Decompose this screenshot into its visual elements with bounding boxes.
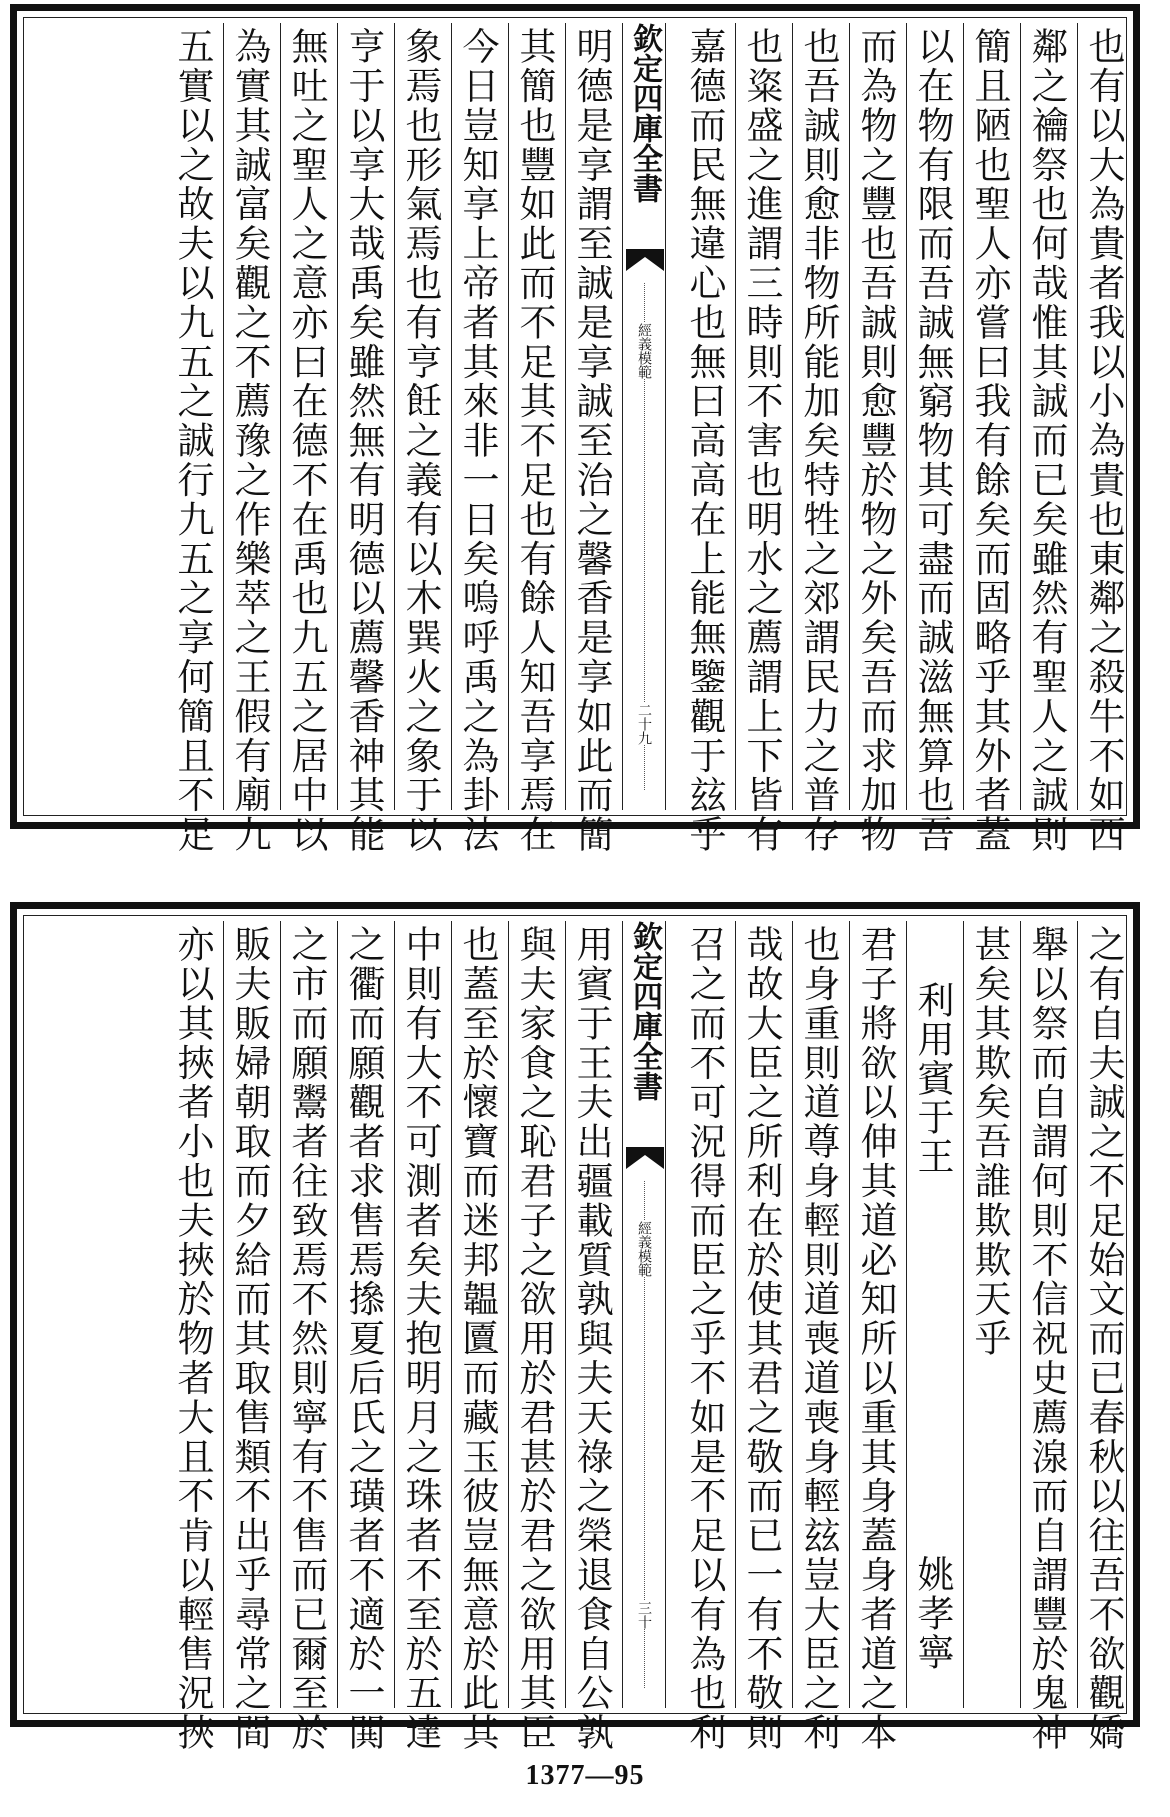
essay-heading-column — [908, 921, 956, 1708]
column-rule — [906, 921, 907, 1708]
spine-section-title: 經義模範 — [623, 1221, 665, 1277]
text-column: 之衢而願觀者求售焉撡夏后氏之璜者不適於一閧 — [342, 925, 385, 1753]
text-column: 君子將欲以伸其道必知所以重其身蓋身者道之本 — [854, 925, 897, 1753]
column-rule — [735, 921, 736, 1708]
text-column: 舉以祭而自謂何則不信祝史薦湶而自謂豐於鬼神 — [1025, 925, 1068, 1753]
column-rule — [337, 23, 338, 810]
column-rule — [565, 23, 566, 810]
bottom-page — [10, 902, 1140, 1753]
column-rule — [735, 23, 736, 810]
column-rule — [280, 921, 281, 1708]
column-rule — [223, 23, 224, 810]
top-page — [10, 4, 1140, 855]
spine-leaf-number: 三十 — [623, 1601, 665, 1629]
text-column: 也吾誠則愈非物所能加矣特牲之郊謂民力之普存 — [797, 27, 840, 855]
bottom-page-text-area — [29, 921, 1125, 1753]
text-column: 也粢盛之進謂三時則不害也明水之薦謂上下皆有 — [740, 27, 783, 855]
column-rule — [963, 23, 964, 810]
text-column: 用賓于王夫出疆載質孰與夫天祿之榮退食自公孰 — [570, 925, 613, 1753]
spine-section-title: 經義模範 — [623, 323, 665, 379]
spine-leaf-number: 二十九 — [623, 703, 665, 745]
page-number-footer: 1377—95 — [525, 1760, 645, 1791]
text-column: 召之而不可況得而臣之乎不如是不足以有為也利 — [683, 925, 726, 1753]
page-spine — [622, 921, 666, 1708]
fish-tail-mark-icon — [626, 249, 664, 271]
column-rule — [508, 23, 509, 810]
column-rule — [849, 921, 850, 1708]
column-rule — [792, 921, 793, 1708]
text-column: 其簡也豐如此而不足其不足也有餘人知吾享焉在 — [513, 27, 556, 855]
text-column: 鄰之禴祭也何哉惟其誠而已矣雖然有聖人之誠則 — [1025, 27, 1068, 855]
essay-author: 姚孝寧 — [911, 1555, 954, 1672]
text-column: 中則有大不可測者矣夫抱明月之珠者不至於五達 — [399, 925, 442, 1753]
text-column: 也身重則道尊身輕則道喪道喪身輕玆豈大臣之利 — [797, 925, 840, 1753]
column-rule — [1077, 23, 1078, 810]
text-column: 無吐之聖人之意亦曰在德不在禹也九五之居中以 — [285, 27, 328, 855]
column-rule — [337, 921, 338, 1708]
column-rule — [963, 921, 964, 1708]
text-column: 也有以大為貴者我以小為貴也東鄰之殺牛不如西 — [1082, 27, 1125, 855]
essay-title: 利用賓于王 — [911, 981, 954, 1176]
column-rule — [1020, 23, 1021, 810]
column-rule — [394, 23, 395, 810]
text-column: 也蓋至於懷寶而迷邦韞匵而藏玉彼豈無意於此其 — [456, 925, 499, 1753]
text-column: 之有自夫誠之不足始文而已春秋以往吾不欲觀嬌 — [1082, 925, 1125, 1753]
text-column: 與夫家食之恥君子之欲用於君甚於君之欲用其臣 — [513, 925, 556, 1753]
text-column: 亨于以享大哉禹矣雖然無有明德以薦馨香神其能 — [342, 27, 385, 855]
fish-tail-mark-icon — [626, 1147, 664, 1169]
column-rule — [792, 23, 793, 810]
text-column: 以在物有限而吾誠無窮物其可盡而誠滋無算也吾 — [911, 27, 954, 855]
column-rule — [849, 23, 850, 810]
text-column: 明德是享謂至誠是享誠至治之馨香是享如此而簡 — [570, 27, 613, 855]
column-rule — [565, 921, 566, 1708]
top-page-text-area — [29, 23, 1125, 855]
column-rule — [508, 921, 509, 1708]
text-column: 象焉也形氣焉也有亨飪之義有以木巽火之象于以 — [399, 27, 442, 855]
column-rule — [451, 23, 452, 810]
column-rule — [394, 921, 395, 1708]
page-spine — [622, 23, 666, 810]
text-column: 嘉德而民無違心也無曰高高在上能無鑒觀于玆乎 — [683, 27, 726, 855]
text-column: 今日豈知享上帝者其來非一日矣嗚呼禹之為卦法 — [456, 27, 499, 855]
text-column: 甚矣其欺矣吾誰欺欺天乎 — [968, 925, 1011, 1359]
text-column: 哉故大臣之所利在於使其君之敬而已一有不敬則 — [740, 925, 783, 1753]
text-column: 販夫販婦朝取而夕給而其取售類不出乎尋常之間 — [228, 925, 271, 1753]
column-rule — [280, 23, 281, 810]
column-rule — [223, 921, 224, 1708]
text-column: 簡且陋也聖人亦嘗曰我有餘矣而固略乎其外者蓋 — [968, 27, 1011, 855]
text-column: 之市而願鬻者往致焉不然則寧有不售而已爾至於 — [285, 925, 328, 1753]
spine-book-title: 欽定四庫全書 — [627, 23, 662, 203]
column-rule — [906, 23, 907, 810]
text-column: 五實以之故夫以九五之誠行九五之享何簡且不足 — [171, 27, 214, 855]
column-rule — [1077, 921, 1078, 1708]
text-column: 亦以其挾者小也夫挾於物者大且不肯以輕售況挾 — [171, 925, 214, 1753]
text-column: 而為物之豐也吾誠則愈豐於物之外矣吾而求加物 — [854, 27, 897, 855]
column-rule — [451, 921, 452, 1708]
column-rule — [1020, 921, 1021, 1708]
text-column: 為實其誠富矣觀之不薦豫之作樂萃之王假有廟九 — [228, 27, 271, 855]
spine-book-title: 欽定四庫全書 — [627, 921, 662, 1101]
